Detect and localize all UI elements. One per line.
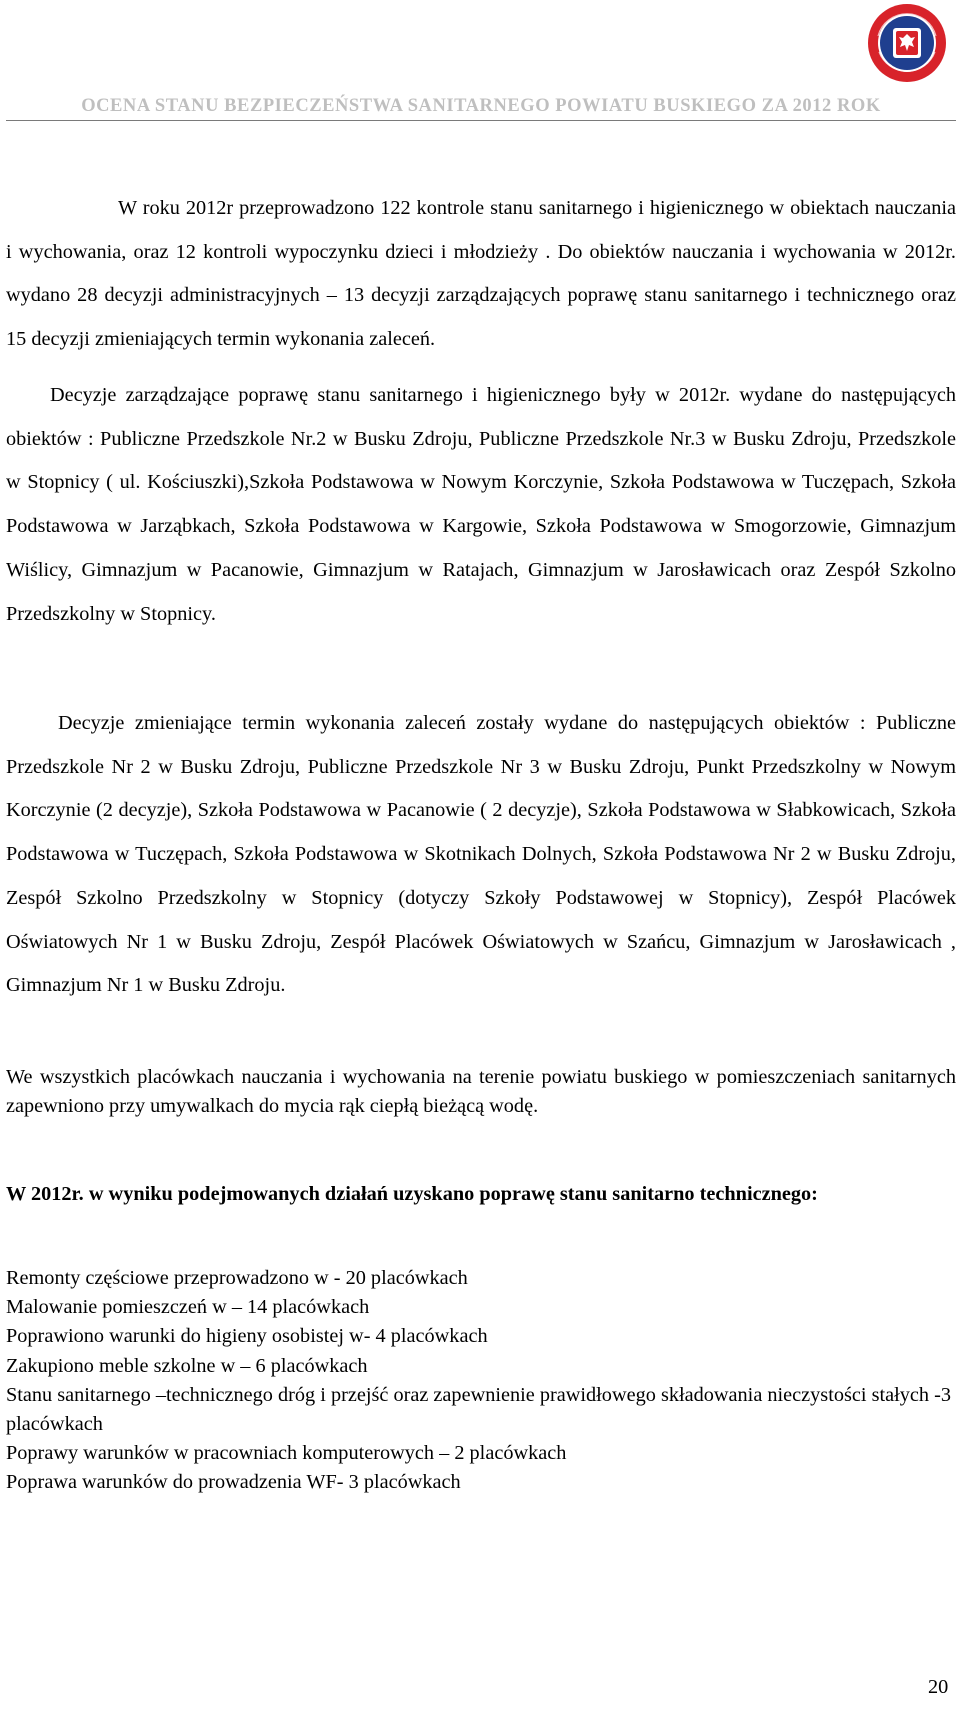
list-item: Stanu sanitarnego –technicznego dróg i przejść oraz zapewnienie prawidłowego składowania nieczystości stałych -3 placówkach	[6, 1383, 951, 1436]
paragraph-improvement-decisions	[6, 374, 956, 636]
paragraph-hot-water: We wszystkich placówkach nauczania i wychowania na terenie powiatu buskiego w pomieszczeniach sanitarnych zapewniono przy umywalkach do mycia rąk ciepłą bieżącą wodę.	[6, 1066, 956, 1118]
paragraph-inspections	[6, 187, 956, 362]
section-heading: W 2012r. w wyniku podejmowanych działań uzyskano poprawę stanu sanitarno technicznego:	[6, 1183, 818, 1205]
sanitary-inspection-seal-icon	[866, 2, 948, 84]
paragraph-text: W roku 2012r przeprowadzono 122 kontrole stanu sanitarnego i higienicznego w obiektach nauczania i wychowania, oraz 12 kontroli wypoczynku dzieci i młodzieży . Do obiektów nauczania i wychowania w 2012r. wydano 28 decyzji administracyjnych – 13 decyzji zarządzających poprawę stanu sanitarnego i technicznego oraz 15 decyzji zmieniających termin wykonania zaleceń.	[6, 197, 956, 351]
paragraph-deadline-decisions	[6, 702, 956, 1008]
list-item: Zakupiono meble szkolne w – 6 placówkach	[6, 1354, 368, 1377]
paragraph-text: Decyzje zmieniające termin wykonania zaleceń zostały wydane do następujących obiektów : Publiczne Przedszkole Nr 2 w Busku Zdroju, Publiczne Przedszkole Nr 3 w Busku Zdroju, Punkt Przedszkolny w Nowym Korczynie (2 decyzje), Szkoła Podstawowa w Pacanowie ( 2 decyzje), Szkoła Podstawowa w Słabkowicach, Szkoła Podstawowa w Tuczępach, Szkoła Podstawowa w Skotnikach Dolnych, Szkoła Podstawowa Nr 2 w Busku Zdroju, Zespół Szkolno Przedszkolny w Stopnicy (dotyczy Szkoły Podstawowej w Stopnicy), Zespół Placówek Oświatowych Nr 1 w Busku Zdroju, Zespół Placówek Oświatowych w Szańcu, Gimnazjum w Jarosławicach , Gimnazjum Nr 1 w Busku Zdroju.	[6, 712, 956, 997]
improvements-list	[6, 1264, 956, 1498]
list-item: Poprawa warunków do prowadzenia WF- 3 placówkach	[6, 1471, 461, 1494]
document-header-title: OCENA STANU BEZPIECZEŃSTWA SANITARNEGO POWIATU BUSKIEGO ZA 2012 ROK	[6, 96, 956, 121]
inspection-logo	[866, 2, 948, 84]
list-item: Poprawy warunków w pracowniach komputerowych – 2 placówkach	[6, 1442, 567, 1465]
list-item: Poprawiono warunki do higieny osobistej w- 4 placówkach	[6, 1325, 488, 1348]
paragraph-text: Decyzje zarządzające poprawę stanu sanitarnego i higienicznego były w 2012r. wydane do następujących obiektów : Publiczne Przedszkole Nr.2 w Busku Zdroju, Publiczne Przedszkole Nr.3 w Busku Zdroju, Przedszkole w Stopnicy ( ul. Kościuszki),Szkoła Podstawowa w Nowym Korczynie, Szkoła Podstawowa w Tuczępach, Szkoła Podstawowa w Jarząbkach, Szkoła Podstawowa w Kargowie, Szkoła Podstawowa w Smogorzowie, Gimnazjum Wiślicy, Gimnazjum w Pacanowie, Gimnazjum w Ratajach, Gimnazjum w Jarosławicach oraz Zespół Szkolno Przedszkolny w Stopnicy.	[6, 384, 956, 625]
list-item: Remonty częściowe przeprowadzono w - 20 placówkach	[6, 1267, 468, 1289]
list-item: Malowanie pomieszczeń w – 14 placówkach	[6, 1296, 370, 1319]
page-number: 20	[928, 1676, 949, 1698]
